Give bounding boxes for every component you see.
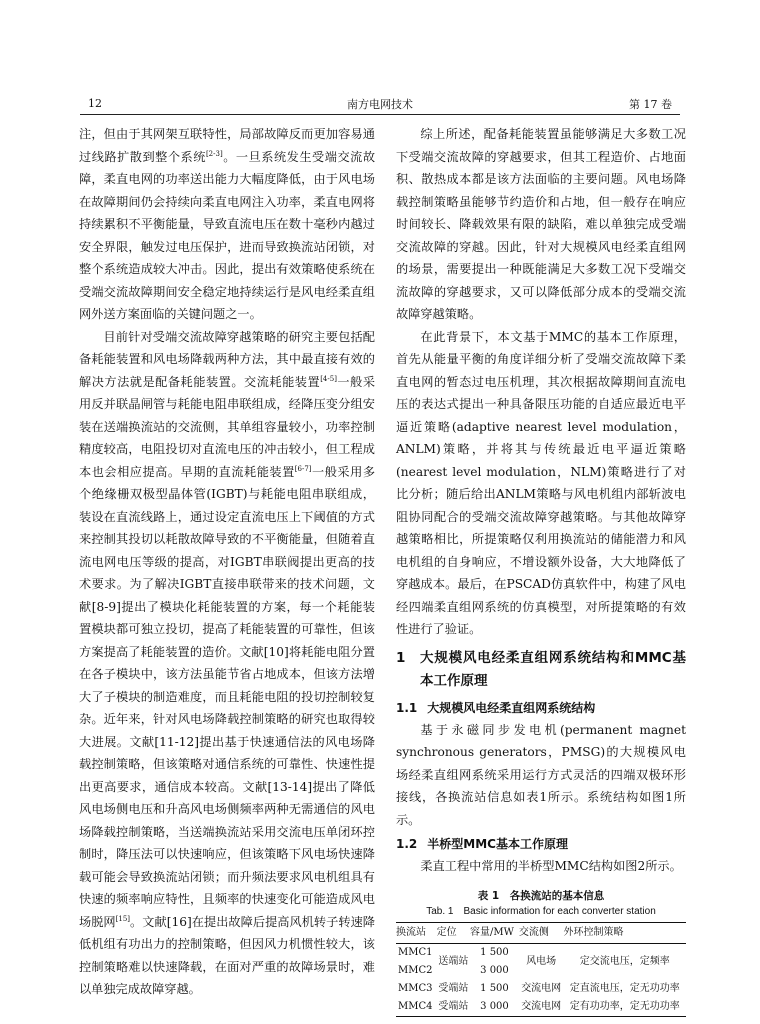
column-header: 换流站 <box>396 922 437 943</box>
table-row: MMC1 送端站 1 500 风电场 定交流电压，定频率 <box>398 946 670 967</box>
right-column <box>396 123 686 1017</box>
column-header: 容量/MW <box>470 922 519 943</box>
citation: [2-3] <box>205 149 223 158</box>
column-header: 外环控制策略 <box>563 922 686 943</box>
converter-station-table <box>396 922 686 1017</box>
column-header: 交流侧 <box>519 922 564 943</box>
paragraph: 注，但由于其网架互联特性，局部故障反而更加容易通过线路扩散到整个系统[2-3]。一旦系统发生受端交流故障，柔直电网的功率送出能力大幅度降低，由于风电场在故障期间仍会持续向柔直电网注入功率，柔直电网将持续累积不平衡能量，导致直流电压在数十毫秒内越过安全界限，触发过电压保护，进而导致换流站闭锁，对整个系统造成较大冲击。因此，提出有效策略使系统在受端交流故障期间安全稳定地持续运行是风电经柔直组网外送方案面临的关键问题之一。 <box>79 127 376 321</box>
citation: [6-7] <box>294 464 312 473</box>
citation: [4-5] <box>320 374 337 383</box>
page-header <box>80 92 680 112</box>
page-number: 12 <box>88 97 102 110</box>
paragraph: 目前针对受端交流故障穿越策略的研究主要包括配备耗能装置和风电场降载两种方法，其中最直接有效的解决方法就是配备耗能装置。交流耗能装置[4-5]一般采用反并联晶闸管与耗能电阻串联组成，经降压变分组安装在送端换流站的交流侧，其单组容量较小，功率控制精度较高，电阻投切对直流电压的冲击较小，但工程成本也会相应提高。早期的直流耗能装置[6-7]一般采用多个绝缘栅双极型晶体管(IGBT)与耗能电阻串联组成，装设在直流线路上，通过设定直流电压上下阈值的方式来控制其投切以耗散故障导致的不平衡能量，但随着直流电网电压等级的提高，对IGBT串联阀提出更高的技术要求。为了解决IGBT直接串联带来的技术问题，文献[8-9]提出了模块化耗能装置的方案，每一个耗能装置模块都可独立投切，提高了耗能装置的可靠性，但该方案提高了耗能装置的造价。文献[10]将耗能电阻分置在各子模块中，该方法虽能节省占地成本，但该方法增大了子模块的制造难度，而且耗能电阻的投切控制较复杂。近年来，针对风电场降载控制策略的研究也取得较大进展。文献[11-12]提出基于快速通信法的风电场降载控制策略，但该策略对通信系统的可靠性、快速性提出更高要求，通信成本较高。文献[13-14]提出了降低风电场侧电压和升高风电场侧频率两种无需通信的风电场降载控制策略，当送端换流站采用交流电压单闭环控制时，降压法可以快速响应，但该策略下风电场快速降载可能会导致换流站闭锁；而升频法要求风电机组具有快速的频率响应特性，且频率的快速变化可能造成风电场脱网[15]。文献[16]在提出故障后提高风机转子转速降低机组有功出力的控制策略，但因风力机惯性较大，该控制策略难以快速降载，在面对严重的故障场景时，难以单独完成故障穿越。 <box>79 329 376 996</box>
left-column <box>79 123 375 1001</box>
table-row: MMC2 3 000 <box>398 964 509 976</box>
table-caption: 表 1 各换流站的基本信息 Tab. 1 Basic information for each converter station <box>426 889 656 917</box>
table-row: MMC3 受端站 1 500 交流电网 定直流电压，定无功功率 <box>398 982 680 994</box>
citation: [15] <box>115 914 131 923</box>
volume-label: 第 17 卷 <box>629 98 672 111</box>
paragraph: 在此背景下，本文基于MMC的基本工作原理，首先从能量平衡的角度详细分析了受端交流故障下柔直电网的暂态过电压机理，其次根据故障期间直流电压的表达式提出一种具备限压功能的自适应最近电平逼近策略(adaptive nearest level modulation，ANLM)策略，并将其与传统最近电平逼近策略(nearest level modulation，NLM)策略进行了对比分析；随后给出ANLM策略与风电机组内部斩波电阻协同配合的受端交流故障穿越策略。与其他故障穿越策略相比，所提策略仅利用换流站的储能潜力和风电机组的自身响应，不增设额外设备，大大地降低了穿越成本。最后，在PSCAD仿真软件中，构建了风电经四端柔直组网系统的仿真模型，对所提策略的有效性进行了验证。 <box>396 329 686 636</box>
paragraph: 基于永磁同步发电机(permanent magnet synchronous generators，PMSG)的大规模风电场经柔直组网系统采用运行方式灵活的四端双极环形接线，各换流站信息如表1所示。系统结构如图1所示。 <box>396 722 686 827</box>
journal-title: 南方电网技术 <box>347 98 413 111</box>
header-divider <box>80 114 680 115</box>
column-header: 定位 <box>437 922 470 943</box>
paragraph: 综上所述，配备耗能装置虽能够满足大多数工况下受端交流故障的穿越要求，但其工程造价、占地面积、散热成本都是该方法面临的主要问题。风电场降载控制策略虽能够节约造价和占地，但一般存在响应时间较长、降载效果有限的缺陷，难以单独完成受端交流故障的穿越。因此，针对大规模风电经柔直组网的场景，需要提出一种既能满足大多数工况下受端交流故障的穿越要求，又可以降低部分成本的受端交流故障穿越策略。 <box>396 127 686 321</box>
subsection-heading: 1.2 半桥型MMC基本工作原理 <box>396 837 568 851</box>
table-row: MMC4 受端站 3 000 交流电网 定有功功率，定无功功率 <box>396 998 686 1017</box>
section-heading: 1 大规模风电经柔直组网系统结构和MMC基本工作原理 <box>396 649 686 689</box>
paragraph: 柔直工程中常用的半桥型MMC结构如图2所示。 <box>420 859 682 873</box>
subsection-heading: 1.1 大规模风电经柔直组网系统结构 <box>396 700 596 715</box>
